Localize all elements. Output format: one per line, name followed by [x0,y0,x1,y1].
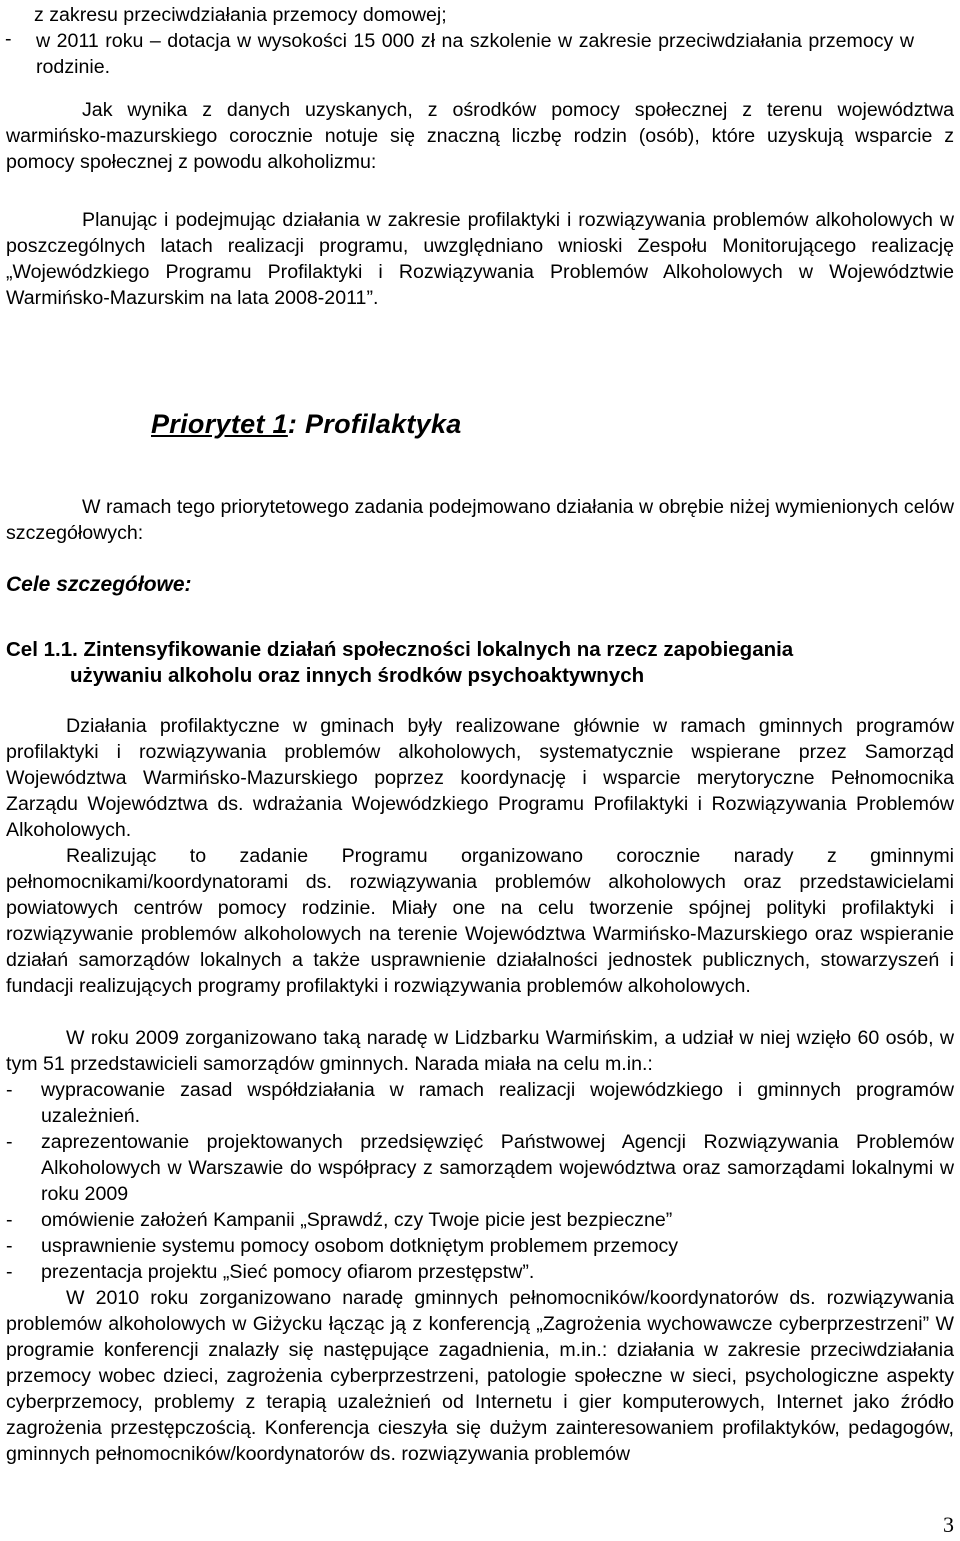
list-dash: - [5,28,12,50]
priority-title: : Profilaktyka [287,409,462,439]
paragraph-priority-intro: W ramach tego priorytetowego zadania podejmowano działania w obrębie niżej wymienionych celów szczegółowych: [6,496,954,544]
paragraph-prevention: Działania profilaktyczne w gminach były realizowane głównie w ramach gminnych programów profilaktyki i rozwiązywania problemów alkoholowych, systematycznie wspierane przez Samorząd Województwa Warmińsko-Mazurskiego poprzez koordynację i wsparcie merytoryczne Pełnomocnika Zarządu Województwa ds. wdrażania Wojewódzkiego Programu Profilaktyki i Rozwiązywania Problemów Alkoholowych. [6,715,954,841]
paragraph-2009: W roku 2009 zorganizowano taką naradę w Lidzbarku Warmińskim, a udział w niej wzięło 60 osób, w tym 51 przedstawicieli samorządów gminnych. Narada miała na celu m.in.: [6,1027,954,1075]
meeting-goals-list [6,1077,954,1285]
list-item-text: prezentacja projektu „Sieć pomocy ofiarom przestępstw”. [41,1261,535,1283]
top-line: z zakresu przeciwdziałania przemocy domowej; [34,4,447,26]
list-item [6,1129,954,1207]
list-item [5,28,914,80]
priority-heading [151,406,462,442]
list-item-text: omówienie założeń Kampanii „Sprawdź, czy Twoje picie jest bezpieczne” [41,1209,673,1231]
list-item [6,1207,954,1233]
section-heading-cele: Cele szczegółowe: [6,573,192,596]
list-item [6,1233,954,1259]
paragraph-planning: Planując i podejmując działania w zakresie profilaktyki i rozwiązywania problemów alkoholowych w poszczególnych latach realizacji programu, uwzględniano wnioski Zespołu Monitorującego realizację „Wojewódzkiego Programu Profilaktyki i Rozwiązywania Problemów Alkoholowych w Województwie Warmińsko-Mazurskim na lata 2008-2011”. [6,209,954,309]
paragraph-2010: W 2010 roku zorganizowano naradę gminnych pełnomocników/koordynatorów ds. rozwiązywania problemów alkoholowych w Giżycku łącząc ją z konferencją „Zagrożenia wychowawcze cyberprzestrzeni” W programie konferencji znalazły się następujące zagadnienia, m.in.: działania w zakresie przeciwdziałania przemocy wobec dzieci, zagrożenia cyberprzestrzeni, patologie społeczne w sieci, psychologiczne aspekty cyberprzemocy, problemy z terapią uzależnień od Internetu i gier komputerowych, Internet jako źródło zagrożenia przestępczością. Konferencja cieszyła się dużym zainteresowaniem profilaktyków, pedagogów, gminnych pełnomocników/koordynatorów ds. rozwiązywania problemów [6,1287,954,1465]
list-dash: - [6,1209,13,1231]
list-item [6,1259,954,1285]
list-dash: - [6,1261,13,1283]
top-fragment [5,2,914,80]
list-item [6,1077,954,1129]
list-item-text: zaprezentowanie projektowanych przedsięwzięć Państwowej Agencji Rozwiązywania Problemów Alkoholowych w Warszawie do współpracy z samorządem województwa oraz samorządami lokalnymi w roku 2009 [41,1131,954,1205]
page-number: 3 [943,1512,954,1537]
list-dash: - [6,1079,13,1101]
list-item-text: usprawnienie systemu pomocy osobom dotkniętym problemem przemocy [41,1235,679,1257]
list-item-text: w 2011 roku – dotacja w wysokości 15 000 zł na szkolenie w zakresie przeciwdziałania przemocy w rodzinie. [36,30,914,78]
goal-title-line1: Cel 1.1. Zintensyfikowanie działań społeczności lokalnych na rzecz zapobiegania [6,638,794,661]
list-dash: - [6,1131,13,1153]
paragraph-meetings: Realizując to zadanie Programu organizowano corocznie narady z gminnymi pełnomocnikami/koordynatorami ds. rozwiązywania problemów alkoholowych oraz przedstawicielami powiatowych centrów pomocy rodzinie. Miały one na celu tworzenie spójnej polityki profilaktyki i rozwiązywanie problemów alkoholowych na terenie Województwa Warmińsko-Mazurskiego oraz wspieranie działań samorządów lokalnych a także usprawnienie działalności jednostek publicznych, stowarzyszeń i fundacji realizujących programy profilaktyki i rozwiązywania problemów alkoholowych. [6,845,954,997]
list-item-text: wypracowanie zasad współdziałania w ramach realizacji wojewódzkiego i gminnych programów uzależnień. [41,1079,954,1127]
goal-title-line2: używaniu alkoholu oraz innych środków psychoaktywnych [70,664,645,687]
goal-title [6,637,954,689]
priority-label: Priorytet 1 [151,409,288,439]
paragraph-statistics: Jak wynika z danych uzyskanych, z ośrodków pomocy społecznej z terenu województwa warmińsko-mazurskiego corocznie notuje się znaczną liczbę rodzin (osób), które uzyskują wsparcie z pomocy społecznej z powodu alkoholizmu: [6,99,954,173]
list-dash: - [6,1235,13,1257]
